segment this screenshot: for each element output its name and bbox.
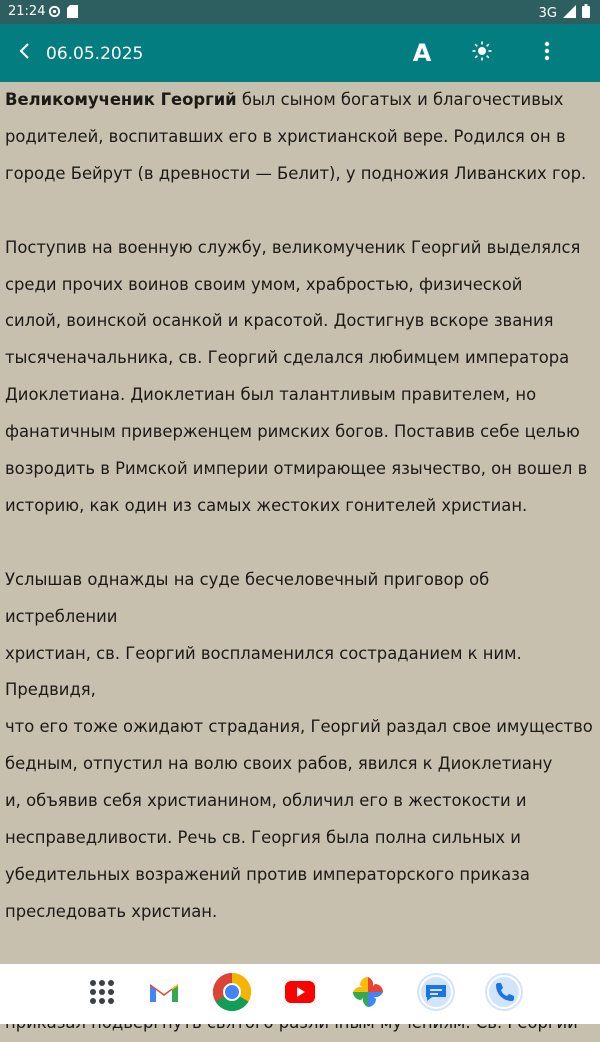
back-arrow-icon <box>17 41 31 66</box>
app-dock <box>0 964 600 1024</box>
youtube-icon <box>285 981 315 1008</box>
article-line <box>0 82 600 119</box>
article-line: Диоклетиана. Диоклетиан был талантливым правителем, но <box>5 385 537 405</box>
article-line: историю, как один из самых жестоких гонителей христиан. <box>5 495 528 515</box>
status-bar <box>0 0 600 24</box>
article-content[interactable] <box>0 82 600 964</box>
gmail-icon <box>148 980 180 1009</box>
google-photos-app-button[interactable] <box>348 974 388 1014</box>
article-line: Услышав однажды на суде бесчеловечный приговор об истреблении <box>5 569 490 626</box>
settings-icon <box>48 5 61 22</box>
page-title: 06.05.2025 <box>46 44 144 64</box>
article-line: возродить в Римской империи отмирающее язычество, он вошел в <box>5 459 588 479</box>
article-line: фанатичным приверженцем римских богов. Поставив себе целью <box>5 422 580 442</box>
theme-toggle-button[interactable] <box>468 38 496 68</box>
article-line: городе Бейрут (в древности — Белит), у подножия Ливанских гор. <box>5 163 587 183</box>
google-photos-icon <box>351 975 385 1014</box>
sd-card-icon <box>67 5 78 22</box>
app-drawer-button[interactable] <box>82 974 122 1014</box>
article-line: и, объявив себя христианином, обличил его в жестокости и <box>5 791 527 811</box>
back-button[interactable] <box>10 37 38 69</box>
youtube-app-button[interactable] <box>280 974 320 1014</box>
phone-app-button[interactable] <box>484 974 524 1014</box>
article-line: родителей, воспитавших его в христианской вере. Родился он в <box>5 126 566 146</box>
battery-icon <box>582 4 590 22</box>
article-line: тысяченачальника, св. Георгий сделался любимцем императора <box>5 348 570 368</box>
article-line-text: был сыном богатых и благочестивых <box>236 90 564 109</box>
chrome-icon <box>212 972 252 1017</box>
network-type: 3G <box>538 5 557 21</box>
app-drawer-icon <box>89 979 115 1010</box>
saint-name: Великомученик Георгий <box>5 90 237 109</box>
brightness-icon <box>472 41 492 66</box>
article-line: Поступив на военную службу, великомученик Георгий выделялся <box>5 237 581 257</box>
signal-icon <box>563 5 576 22</box>
messages-icon <box>416 972 456 1017</box>
article-line: убедительных возражений против императорского приказа <box>5 865 530 884</box>
article-line: несправедливости. Речь св. Георгия была полна сильных и <box>5 828 521 848</box>
article-line: что его тоже ожидают страдания, Георгий раздал свое имущество <box>5 717 593 737</box>
more-vert-icon <box>544 41 550 66</box>
article-line: преследовать христиан. <box>5 901 218 921</box>
messages-app-button[interactable] <box>416 974 456 1014</box>
article-line: бедным, отпустил на волю своих рабов, явился к Диоклетиану <box>5 754 553 774</box>
status-time: 21:24 <box>8 4 46 19</box>
article-line: среди прочих воинов своим умом, храбростью, физической <box>5 274 523 294</box>
gmail-app-button[interactable] <box>144 974 184 1014</box>
article-line: силой, воинской осанкой и красотой. Достигнув вскоре звания <box>5 311 554 331</box>
article-line: христиан, св. Георгий воспламенился состраданием к ним. Предвидя, <box>5 643 522 700</box>
more-options-button[interactable] <box>534 38 560 68</box>
chrome-app-button[interactable] <box>212 974 252 1014</box>
font-size-button[interactable]: A <box>412 39 432 67</box>
phone-icon <box>484 972 524 1017</box>
app-bar <box>0 24 600 82</box>
